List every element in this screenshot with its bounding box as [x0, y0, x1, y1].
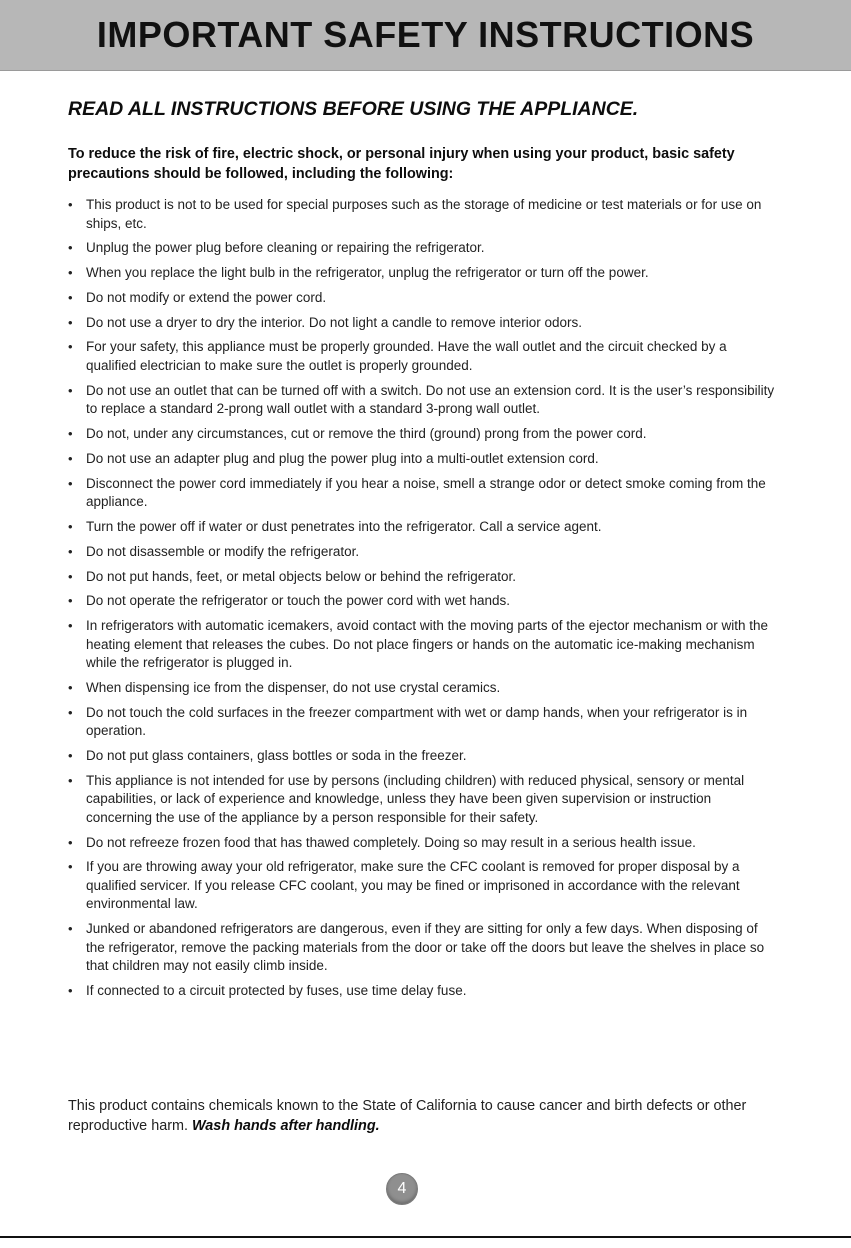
- list-item: • This product is not to be used for special purposes such as the storage of medicine or test materials or for use on ships, etc.: [68, 196, 780, 233]
- list-item: • Do not put hands, feet, or metal objects below or behind the refrigerator.: [68, 568, 780, 587]
- list-item: • Do not disassemble or modify the refrigerator.: [68, 543, 780, 562]
- list-item: • Do not operate the refrigerator or touch the power cord with wet hands.: [68, 592, 780, 611]
- list-item: • If you are throwing away your old refrigerator, make sure the CFC coolant is removed for proper disposal by a qualified servicer. If you release CFC coolant, you may be fined or imprisoned in accordance with the relevant environmental law.: [68, 858, 780, 914]
- list-item: • Do not use a dryer to dry the interior. Do not light a candle to remove interior odors.: [68, 314, 780, 333]
- safety-instruction-list: [68, 196, 780, 1007]
- list-item: • When you replace the light bulb in the refrigerator, unplug the refrigerator or turn off the power.: [68, 264, 780, 283]
- list-item: • Junked or abandoned refrigerators are dangerous, even if they are sitting for only a few days. When disposing of the refrigerator, remove the packing materials from the door or take off the doors but leave the shelves in place so that children may not easily climb inside.: [68, 920, 780, 976]
- list-item: • If connected to a circuit protected by fuses, use time delay fuse.: [68, 982, 780, 1001]
- list-item: • Do not put glass containers, glass bottles or soda in the freezer.: [68, 747, 780, 766]
- list-item: • Do not use an adapter plug and plug the power plug into a multi-outlet extension cord.: [68, 450, 780, 469]
- list-item: • Do not, under any circumstances, cut or remove the third (ground) prong from the power cord.: [68, 425, 780, 444]
- header-band: [0, 0, 851, 71]
- list-item: • Turn the power off if water or dust penetrates into the refrigerator. Call a service agent.: [68, 518, 780, 537]
- page-title: IMPORTANT SAFETY INSTRUCTIONS: [96, 14, 755, 55]
- list-item: • Do not touch the cold surfaces in the freezer compartment with wet or damp hands, when your refrigerator is in operation.: [68, 704, 780, 741]
- page-number-badge: 4: [386, 1173, 418, 1205]
- intro-paragraph: To reduce the risk of fire, electric shock, or personal injury when using your product, basic safety precautions should be followed, including the following:: [68, 146, 735, 182]
- read-all-instructions-heading: READ ALL INSTRUCTIONS BEFORE USING THE APPLIANCE.: [68, 98, 639, 120]
- list-item: • Unplug the power plug before cleaning or repairing the refrigerator.: [68, 239, 780, 258]
- list-item: • Do not modify or extend the power cord.: [68, 289, 780, 308]
- bottom-divider: [0, 1236, 851, 1238]
- california-warning: [68, 1096, 783, 1136]
- list-item: • This appliance is not intended for use by persons (including children) with reduced physical, sensory or mental capabilities, or lack of experience and knowledge, unless they have been given supervision or instruction concerning the use of the appliance by a person responsible for their safety.: [68, 772, 780, 828]
- california-warning-text: This product contains chemicals known to the State of California to cause cancer and birth defects or other reproductive harm.: [68, 1098, 747, 1134]
- list-item: • Do not refreeze frozen food that has thawed completely. Doing so may result in a serious health issue.: [68, 834, 780, 853]
- list-item: • Do not use an outlet that can be turned off with a switch. Do not use an extension cord. It is the user’s responsibility to replace a standard 2-prong wall outlet with a standard 3-prong wall outlet.: [68, 382, 780, 419]
- list-item: • Disconnect the power cord immediately if you hear a noise, smell a strange odor or detect smoke coming from the appliance.: [68, 475, 780, 512]
- wash-hands-emphasis: Wash hands after handling.: [191, 1118, 380, 1134]
- list-item: • When dispensing ice from the dispenser, do not use crystal ceramics.: [68, 679, 780, 698]
- list-item: • In refrigerators with automatic icemakers, avoid contact with the moving parts of the ejector mechanism or with the heating element that releases the cubes. Do not place fingers or hands on the automatic ice-making mechanism while the refrigerator is plugged in.: [68, 617, 780, 673]
- list-item: • For your safety, this appliance must be properly grounded. Have the wall outlet and the circuit checked by a qualified electrician to make sure the outlet is properly grounded.: [68, 338, 780, 375]
